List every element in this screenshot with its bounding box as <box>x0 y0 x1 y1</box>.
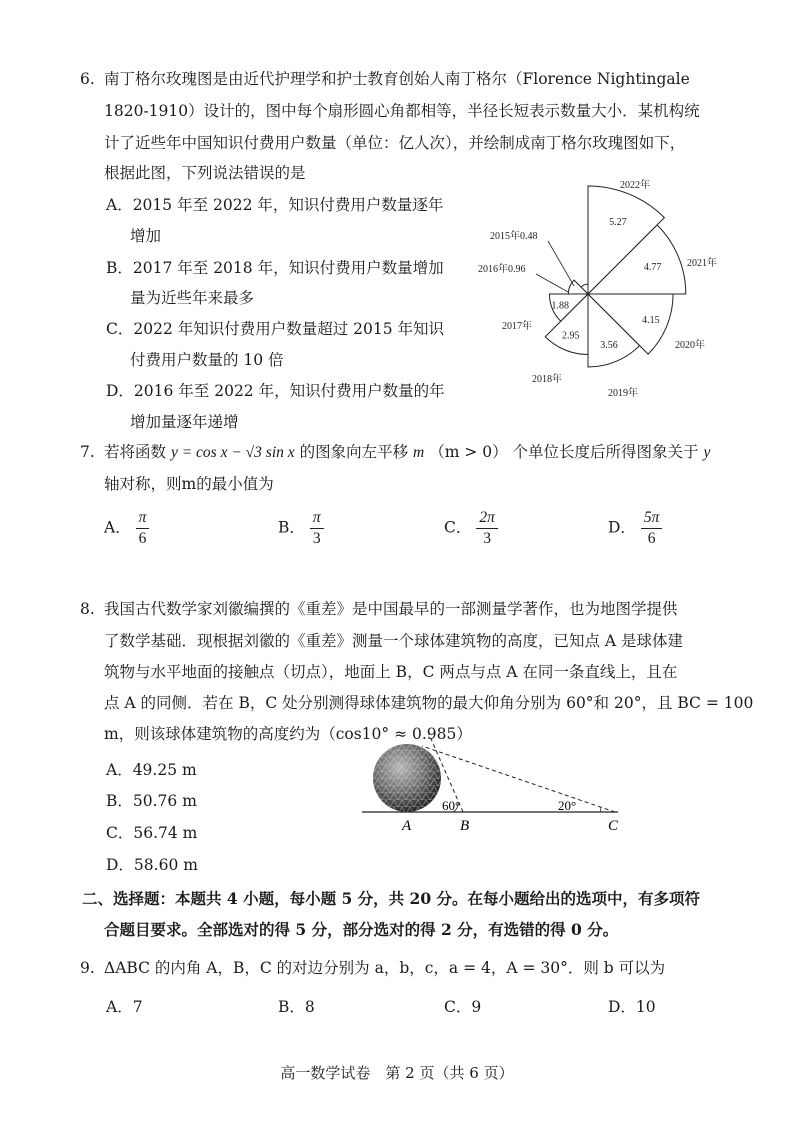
q7-mid: 的图象向左平移 <box>299 443 409 461</box>
q7-option-d-fraction: $\frac{5\pi}{6}$ <box>641 508 663 549</box>
q7-line2: 轴对称，则m的最小值为 <box>104 475 274 493</box>
q7-option-d-label: D． <box>608 518 636 537</box>
rose-value-label: 5.27 <box>609 216 627 228</box>
q7-option-b-label: B． <box>278 518 305 537</box>
q7-option-c <box>444 508 498 549</box>
q7-number: 7. <box>80 443 95 461</box>
q7-option-c-fraction: $\frac{2\pi}{3}$ <box>476 508 498 549</box>
rose-value-label: 2.95 <box>562 330 580 342</box>
rose-year-label: 2020年 <box>675 340 705 351</box>
q6-option-c-line1: C．2022 年知识付费用户数量超过 2015 年知识 <box>106 320 445 338</box>
q9-option-b: B．8 <box>278 998 315 1016</box>
q7-y: y <box>703 444 711 461</box>
q9-option-a: A．7 <box>106 998 143 1016</box>
q6-line1: 南丁格尔玫瑰图是由近代护理学和护士教育创始人南丁格尔（Florence Nightingale <box>104 70 690 88</box>
rose-year-label: 2019年 <box>608 388 638 399</box>
q8-option-b: B．50.76 m <box>106 792 197 810</box>
q6-option-d-line2: 增加量逐年递增 <box>130 413 239 431</box>
q9-number: 9. <box>80 959 95 977</box>
rose-year-label: 2017年 <box>502 321 532 332</box>
q7-option-c-label: C． <box>444 518 472 537</box>
q7-pre: 若将函数 <box>104 443 167 461</box>
nightingale-rose-chart <box>450 176 750 406</box>
q8-option-c: C．56.74 m <box>106 824 198 842</box>
q9-text: ΔABC 的内角 A，B，C 的对边分别为 a，b，c，a = 4，A = 30°．则 b 可以为 <box>104 959 666 977</box>
rose-value-label: 4.15 <box>642 315 660 327</box>
rose-year-label: 2021年 <box>687 258 717 269</box>
rose-value-label: 2015年0.48 <box>490 231 538 242</box>
q7-option-b <box>278 508 324 549</box>
q8-option-d: D．58.60 m <box>106 856 198 874</box>
rose-year-label: 2022年 <box>620 180 650 191</box>
angle-20-label: 20° <box>558 798 577 813</box>
q7-condition: （m > 0） <box>429 443 508 461</box>
q6-line3: 计了近些年中国知识付费用户数量（单位：亿人次），并绘制成南丁格尔玫瑰图如下， <box>104 134 686 152</box>
angle-60-label: 60° <box>442 798 461 813</box>
q8-option-a: A．49.25 m <box>106 761 197 779</box>
q9-option-d: D．10 <box>608 998 656 1016</box>
q7-function: y = cos x − √3 sin x <box>170 444 295 461</box>
q7-m: m <box>413 444 425 461</box>
q7-option-a-fraction: $\frac{\pi}{6}$ <box>136 508 150 549</box>
rose-value-label: 4.77 <box>643 262 662 274</box>
rose-leader-line <box>536 274 568 292</box>
rose-value-label: 2016年0.96 <box>478 264 526 275</box>
q6-line4: 根据此图，下列说法错误的是 <box>104 164 306 182</box>
rose-value-label: 1.88 <box>551 300 570 312</box>
point-c-label: C <box>608 818 619 834</box>
q7-post: 个单位长度后所得图象关于 <box>512 443 699 461</box>
q6-option-b-line2: 量为近些年来最多 <box>130 289 255 307</box>
page-footer: 高一数学试卷 第 2 页（共 6 页） <box>280 1064 514 1082</box>
q7-option-d <box>608 508 662 549</box>
q6-option-d-line1: D．2016 年至 2022 年，知识付费用户数量的年 <box>106 382 445 400</box>
q6-option-c-line2: 付费用户数量的 10 倍 <box>130 351 284 369</box>
q7-option-b-fraction: $\frac{\pi}{3}$ <box>310 508 324 549</box>
rose-value-label: 3.56 <box>600 339 618 351</box>
q9-option-c: C．9 <box>444 998 482 1016</box>
q8-line3: 筑物与水平地面的接触点（切点），地面上 B，C 两点与点 A 在同一条直线上，且在 <box>104 663 678 681</box>
point-b-label: B <box>460 818 470 834</box>
sphere-measurement-figure <box>350 730 640 840</box>
q8-line2: 了数学基础．现根据刘徽的《重差》测量一个球体建筑物的高度，已知点 A 是球体建 <box>104 632 684 650</box>
q8-line4: 点 A 的同侧．若在 B，C 处分别测得球体建筑物的最大仰角分别为 60°和 20°，且 BC = 100 <box>104 694 754 712</box>
q6-option-b-line1: B．2017 年至 2018 年，知识付费用户数量增加 <box>106 259 444 277</box>
q7-option-a <box>104 508 149 549</box>
q8-number: 8. <box>80 600 95 618</box>
q6-number: 6. <box>80 70 95 88</box>
section2-line1: 二、选择题：本题共 4 小题，每小题 5 分，共 20 分。在每小题给出的选项中，有多项符 <box>82 889 701 908</box>
q6-line2: 1820-1910）设计的，图中每个扇形圆心角都相等，半径长短表示数量大小．某机构统 <box>104 102 700 120</box>
section2-line2: 合题目要求。全部选对的得 5 分，部分选对的得 2 分，有选错的得 0 分。 <box>104 920 619 939</box>
q6-option-a-line1: A．2015 年至 2022 年，知识付费用户数量逐年 <box>106 196 444 214</box>
q8-line1: 我国古代数学家刘徽编撰的《重差》是中国最早的一部测量学著作，也为地图学提供 <box>104 600 678 618</box>
q6-option-a-line2: 增加 <box>130 227 162 245</box>
q7-option-a-label: A． <box>104 518 131 537</box>
q8-line5: m，则该球体建筑物的高度约为（cos10° ≈ 0.985） <box>104 725 472 743</box>
rose-year-label: 2018年 <box>532 374 562 385</box>
q7-line1 <box>104 437 710 468</box>
rose-leader-line <box>548 241 574 286</box>
point-a-label: A <box>402 818 412 834</box>
